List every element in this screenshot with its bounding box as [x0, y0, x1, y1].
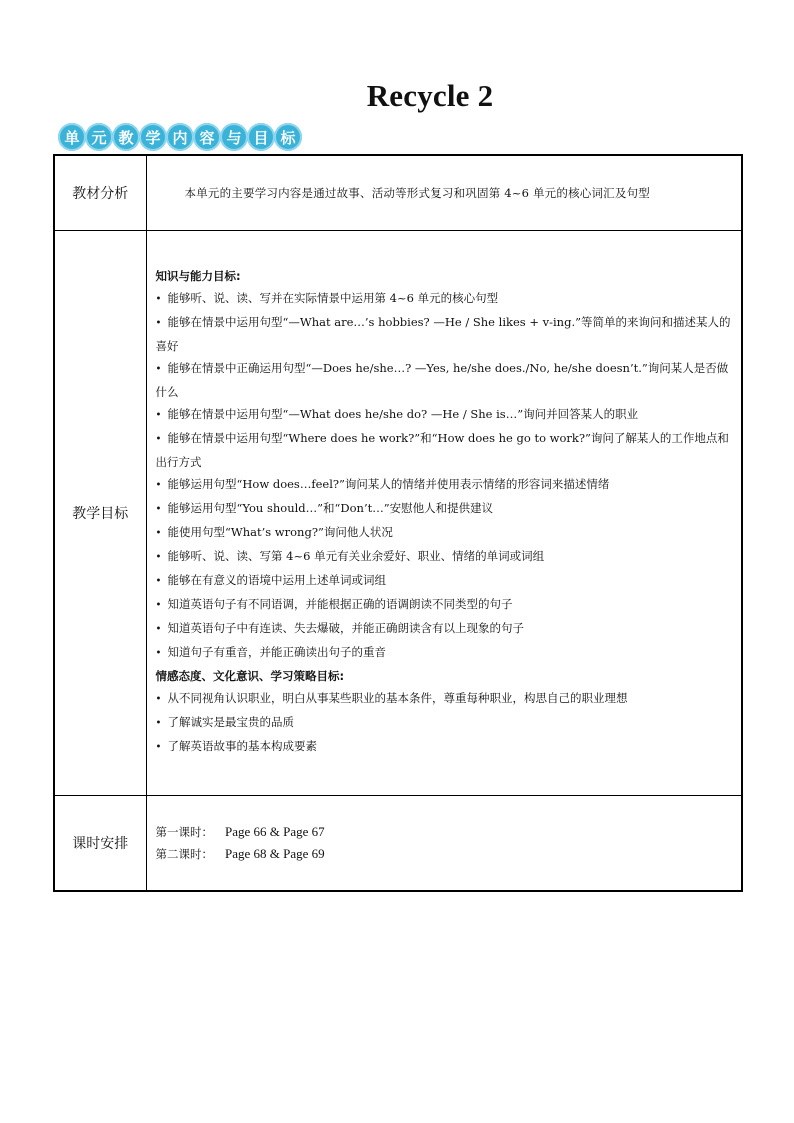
goal-item	[156, 687, 736, 711]
goal-item	[156, 641, 736, 665]
bullet-icon: •	[155, 552, 162, 563]
goal-text: 知道英语句子有不同语调，并能根据正确的语调朗读不同类型的句子	[167, 597, 513, 611]
section-heading: 情感态度、文化意识、学习策略目标:	[155, 669, 345, 683]
bullet-icon: •	[155, 434, 162, 445]
goal-text: 能使用句型“What’s wrong?”询问他人状况	[167, 525, 393, 539]
goal-item	[156, 735, 736, 759]
banner-char: 与	[220, 123, 248, 151]
lesson-pages: Page 66 & Page 67	[225, 824, 325, 839]
goals-list-knowledge	[156, 287, 736, 665]
goal-item	[156, 711, 736, 735]
banner-char: 标	[274, 123, 302, 151]
banner-char: 学	[139, 123, 167, 151]
goal-item	[156, 569, 736, 593]
analysis-text: 本单元的主要学习内容是通过故事、活动等形式复习和巩固第 4~6 单元的核心词汇及句型	[146, 155, 742, 231]
banner-char: 目	[247, 123, 275, 151]
goal-item	[156, 545, 736, 569]
section-banner	[58, 123, 302, 151]
banner-char: 单	[58, 123, 86, 151]
bullet-icon: •	[155, 364, 162, 375]
goal-item	[156, 497, 736, 521]
goals-list-affective	[156, 687, 736, 759]
banner-char: 容	[193, 123, 221, 151]
goal-text: 能够听、说、读、写并在实际情景中运用第 4~6 单元的核心句型	[167, 291, 499, 305]
goal-item	[156, 521, 736, 545]
unit-plan-table	[53, 154, 743, 892]
bullet-icon: •	[155, 742, 162, 753]
goals-cell	[146, 231, 742, 796]
goal-item	[156, 403, 736, 427]
schedule-cell	[146, 796, 742, 892]
lesson-line	[156, 843, 742, 865]
bullet-icon: •	[155, 600, 162, 611]
row-label: 教材分析	[54, 155, 146, 231]
goal-text: 从不同视角认识职业，明白从事某些职业的基本条件，尊重每种职业，构思自己的职业理想	[167, 691, 628, 705]
bullet-icon: •	[155, 624, 162, 635]
table-row-analysis	[54, 155, 742, 231]
goal-text: 知道句子有重音，并能正确读出句子的重音	[167, 645, 386, 659]
banner-char: 内	[166, 123, 194, 151]
goal-item	[156, 593, 736, 617]
lesson-pages: Page 68 & Page 69	[225, 846, 325, 861]
bullet-icon: •	[155, 504, 162, 515]
banner-char: 教	[112, 123, 140, 151]
table-row-schedule	[54, 796, 742, 892]
goal-text: 能够在情景中正确运用句型“—Does he/she…? —Yes, he/she does./No, he/she doesn’t.”询问某人是否做什么	[155, 361, 729, 399]
table-row-goals	[54, 231, 742, 796]
bullet-icon: •	[155, 528, 162, 539]
goal-text: 能够在有意义的语境中运用上述单词或词组	[167, 573, 386, 587]
goal-text: 能够运用句型“How does…feel?”询问某人的情绪并使用表示情绪的形容词来描述情绪	[167, 477, 610, 491]
goal-text: 了解英语故事的基本构成要素	[167, 739, 317, 753]
goal-item	[156, 473, 736, 497]
goal-item	[156, 427, 736, 473]
goal-item	[156, 311, 736, 357]
goal-item	[156, 287, 736, 311]
bullet-icon: •	[155, 410, 162, 421]
goal-text: 能够在情景中运用句型“—What are…’s hobbies? —He / She likes + v-ing.”等简单的来询问和描述某人的喜好	[155, 315, 731, 353]
goals-block	[156, 231, 736, 795]
bullet-icon: •	[155, 576, 162, 587]
section-heading: 知识与能力目标:	[155, 269, 241, 283]
banner-char: 元	[85, 123, 113, 151]
lesson-line	[156, 821, 742, 843]
row-label: 课时安排	[54, 796, 146, 892]
bullet-icon: •	[155, 718, 162, 729]
goal-text: 了解诚实是最宝贵的品质	[167, 715, 294, 729]
lesson-name: 第二课时：	[155, 847, 213, 861]
bullet-icon: •	[155, 294, 162, 305]
goal-text: 知道英语句子中有连读、失去爆破，并能正确朗读含有以上现象的句子	[167, 621, 524, 635]
bullet-icon: •	[155, 648, 162, 659]
lesson-name: 第一课时：	[155, 825, 213, 839]
goal-item	[156, 357, 736, 403]
bullet-icon: •	[155, 318, 162, 329]
row-label: 教学目标	[54, 231, 146, 796]
goal-text: 能够听、说、读、写第 4~6 单元有关业余爱好、职业、情绪的单词或词组	[167, 549, 545, 563]
bullet-icon: •	[155, 480, 162, 491]
bullet-icon: •	[155, 694, 162, 705]
page-title: Recycle 2	[366, 78, 494, 113]
goal-text: 能够在情景中运用句型“—What does he/she do? —He / She is…”询问并回答某人的职业	[167, 407, 639, 421]
goal-text: 能够运用句型“You should…”和“Don’t…”安慰他人和提供建议	[167, 501, 494, 515]
goal-text: 能够在情景中运用句型“Where does he work?”和“How does he go to work?”询问了解某人的工作地点和出行方式	[155, 431, 729, 469]
goal-item	[156, 617, 736, 641]
